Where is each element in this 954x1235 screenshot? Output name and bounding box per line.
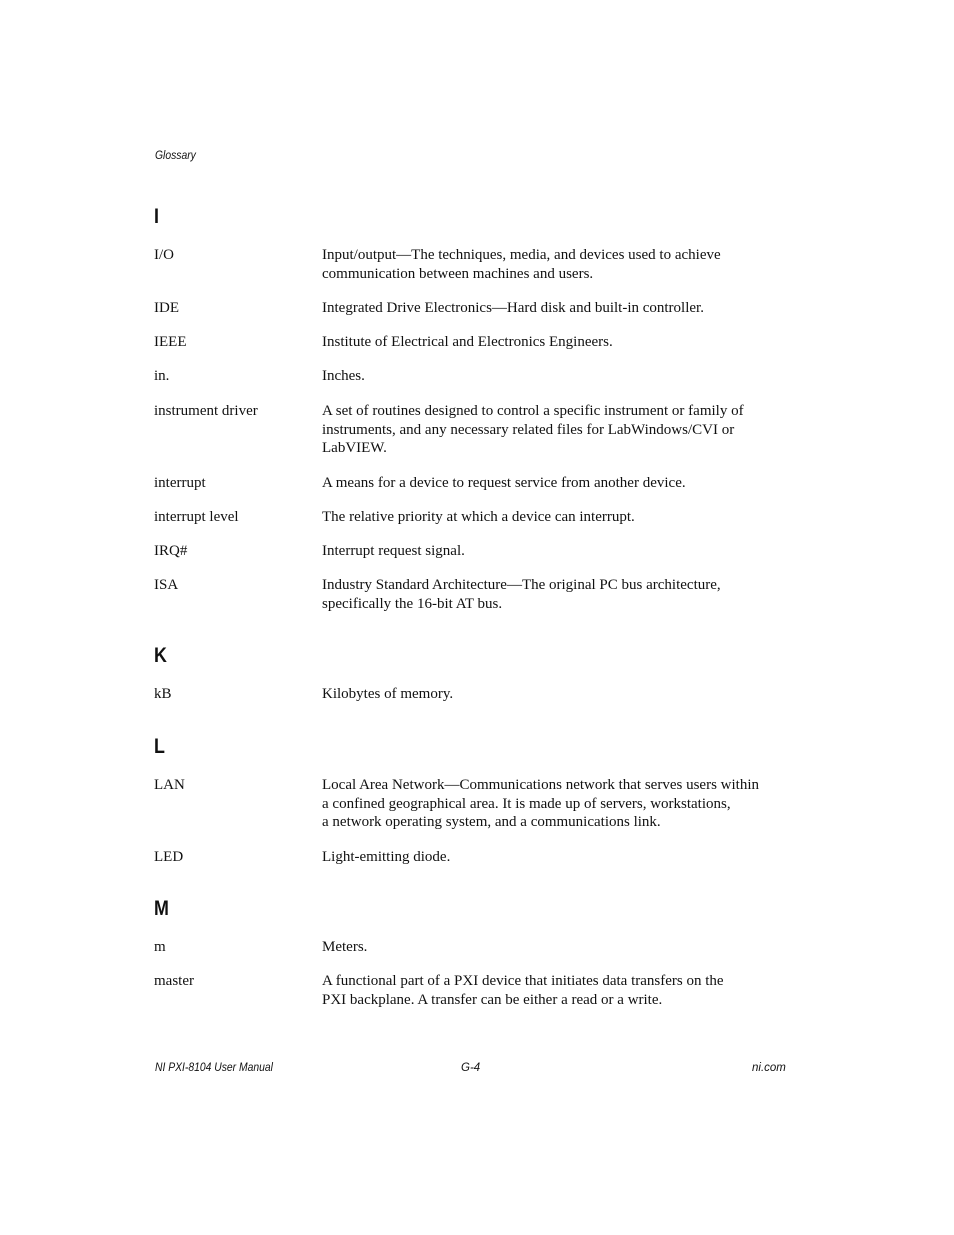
definition-line: Kilobytes of memory. <box>322 686 454 702</box>
definition-line: specifically the 16-bit AT bus. <box>322 595 503 612</box>
term-master: master <box>154 973 194 989</box>
section-letter-k: K <box>154 644 167 667</box>
definition-line: communication between machines and users. <box>322 265 594 282</box>
term-lan: LAN <box>154 777 185 793</box>
definition-irq <box>322 542 792 561</box>
definition-line: PXI backplane. A transfer can be either a read or a write. <box>322 991 663 1008</box>
definition-line: A functional part of a PXI device that initiates data transfers on the <box>322 973 724 989</box>
term-in: in. <box>154 368 170 384</box>
definition-master <box>322 972 792 1009</box>
definition-lan <box>322 776 792 832</box>
definition-line: Light-emitting diode. <box>322 849 451 865</box>
footer-page-number: G-4 <box>461 1062 481 1074</box>
term-isa: ISA <box>154 577 179 593</box>
term-m: m <box>154 939 166 955</box>
definition-kb <box>322 685 792 704</box>
running-head: Glossary <box>155 150 196 162</box>
definition-line: Institute of Electrical and Electronics Engineers. <box>322 334 613 350</box>
term-kb: kB <box>154 686 172 702</box>
definition-led <box>322 848 792 867</box>
definition-line: Industry Standard Architecture—The original PC bus architecture, <box>322 577 721 593</box>
definition-line: instruments, and any necessary related files for LabWindows/CVI or <box>322 421 735 438</box>
definition-line: Meters. <box>322 939 368 955</box>
definition-isa <box>322 576 792 613</box>
term-interrupt: interrupt <box>154 475 206 491</box>
definition-line: Local Area Network—Communications network that serves users within <box>322 777 759 793</box>
term-io: I/O <box>154 247 174 263</box>
definition-interrupt <box>322 474 792 493</box>
definition-line: a network operating system, and a communications link. <box>322 814 661 831</box>
definition-ide <box>322 299 792 318</box>
footer-website: ni.com <box>752 1062 786 1074</box>
section-letter-i: I <box>154 205 159 228</box>
definition-line: A set of routines designed to control a specific instrument or family of <box>322 403 744 419</box>
term-instrument-driver: instrument driver <box>154 403 258 419</box>
section-letter-m: M <box>154 897 169 920</box>
definition-m <box>322 938 792 957</box>
footer-manual-title: NI PXI-8104 User Manual <box>155 1062 273 1074</box>
term-irq: IRQ# <box>154 543 188 559</box>
section-letter-l: L <box>154 735 165 758</box>
definition-instrument-driver <box>322 402 792 458</box>
definition-in <box>322 367 792 386</box>
term-interrupt-level: interrupt level <box>154 509 239 525</box>
definition-ieee <box>322 333 792 352</box>
definition-line: The relative priority at which a device can interrupt. <box>322 509 635 525</box>
definition-line: Interrupt request signal. <box>322 543 465 559</box>
definition-line: LabVIEW. <box>322 440 387 457</box>
definition-line: Inches. <box>322 368 365 384</box>
term-led: LED <box>154 849 184 865</box>
definition-line: A means for a device to request service from another device. <box>322 475 686 491</box>
definition-line: a confined geographical area. It is made up of servers, workstations, <box>322 795 731 812</box>
definition-interrupt-level <box>322 508 792 527</box>
definition-line: Integrated Drive Electronics—Hard disk and built-in controller. <box>322 300 704 316</box>
definition-line: Input/output—The techniques, media, and devices used to achieve <box>322 247 721 263</box>
term-ieee: IEEE <box>154 334 187 350</box>
definition-io <box>322 246 792 283</box>
term-ide: IDE <box>154 300 179 316</box>
